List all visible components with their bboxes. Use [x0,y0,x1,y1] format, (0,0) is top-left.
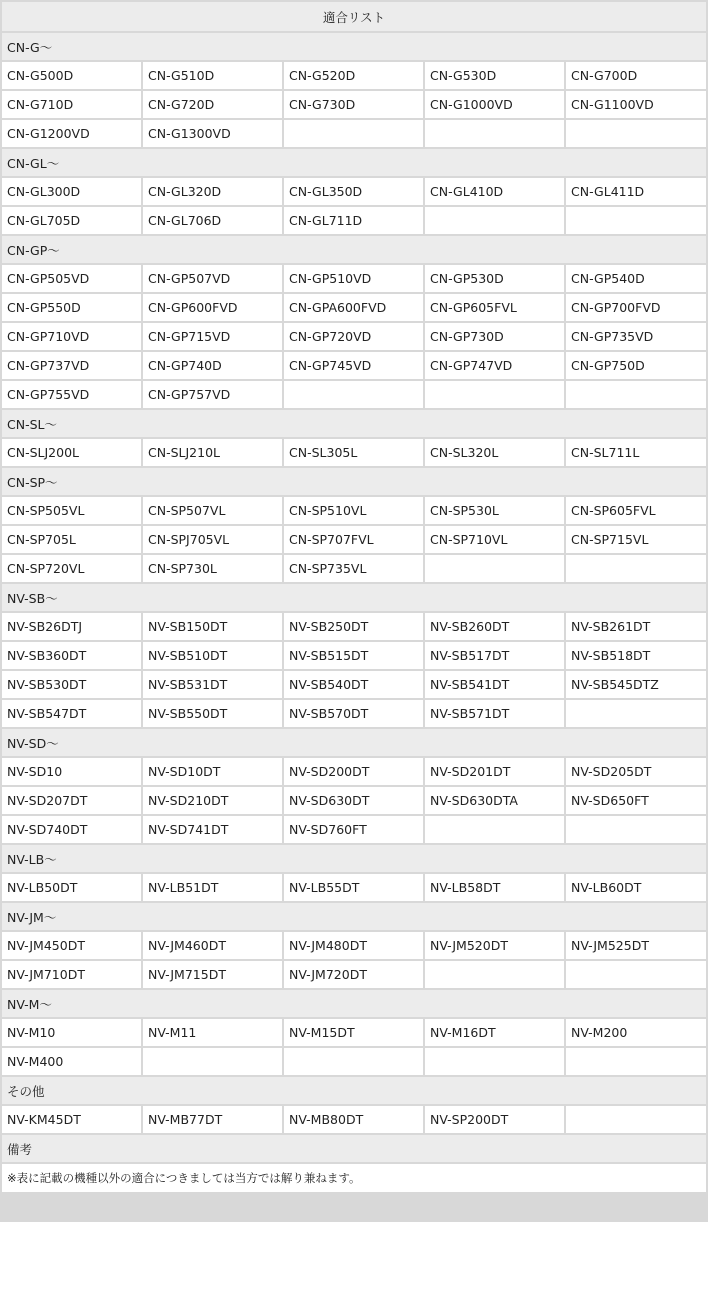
model-cell: NV-MB77DT [143,1106,282,1133]
model-cell: NV-JM460DT [143,932,282,959]
remarks-header: 備考 [2,1135,706,1162]
model-cell: CN-G1000VD [425,91,564,118]
model-cell: CN-G720D [143,91,282,118]
empty-cell [284,1048,423,1075]
group-header: NV-SB～ [2,584,706,611]
model-cell: CN-SL305L [284,439,423,466]
model-cell: CN-SP730L [143,555,282,582]
compatibility-table-body [2,2,706,1220]
model-cell: NV-SD10 [2,758,141,785]
model-cell: NV-SB550DT [143,700,282,727]
model-cell: NV-SD205DT [566,758,706,785]
model-cell: CN-G500D [2,62,141,89]
empty-cell [566,1106,706,1133]
model-row [2,294,706,321]
model-cell: NV-SB260DT [425,613,564,640]
model-row [2,816,706,843]
model-cell: CN-GP740D [143,352,282,379]
model-cell: NV-LB55DT [284,874,423,901]
group-header-row [2,149,706,176]
model-cell: CN-GP757VD [143,381,282,408]
model-cell: CN-SP505VL [2,497,141,524]
model-cell: CN-SP715VL [566,526,706,553]
group-header-row [2,903,706,930]
model-cell: CN-GP505VD [2,265,141,292]
model-row [2,207,706,234]
empty-cell [566,1048,706,1075]
model-cell: NV-SB545DTZ [566,671,706,698]
model-cell: CN-GL411D [566,178,706,205]
model-cell: NV-SB510DT [143,642,282,669]
model-cell: NV-SD630DTA [425,787,564,814]
group-header: NV-SD～ [2,729,706,756]
model-cell: NV-JM520DT [425,932,564,959]
model-cell: NV-LB50DT [2,874,141,901]
model-row [2,178,706,205]
remarks-text: ※表に記載の機種以外の適合につきましては当方では解り兼ねます。 [2,1164,706,1192]
model-cell: NV-KM45DT [2,1106,141,1133]
model-cell: CN-GP530D [425,265,564,292]
empty-cell [425,381,564,408]
table-title: 適合リスト [2,2,706,31]
model-cell: NV-M16DT [425,1019,564,1046]
empty-cell [566,961,706,988]
model-cell: CN-GL410D [425,178,564,205]
model-row [2,62,706,89]
model-cell: NV-LB51DT [143,874,282,901]
model-cell: CN-GP735VD [566,323,706,350]
model-cell: CN-SLJ210L [143,439,282,466]
model-cell: NV-M200 [566,1019,706,1046]
group-header-row [2,33,706,60]
model-cell: CN-GP550D [2,294,141,321]
footer-bar [2,1194,706,1220]
group-header: CN-GL～ [2,149,706,176]
model-row [2,961,706,988]
model-cell: CN-GP700FVD [566,294,706,321]
model-cell: CN-GP715VD [143,323,282,350]
group-header: CN-SL～ [2,410,706,437]
group-header-row [2,468,706,495]
model-cell: NV-SD207DT [2,787,141,814]
model-cell: NV-SB518DT [566,642,706,669]
model-cell: CN-GL350D [284,178,423,205]
model-cell: CN-G700D [566,62,706,89]
model-cell: CN-SPJ705VL [143,526,282,553]
model-cell: NV-SD630DT [284,787,423,814]
model-cell: NV-SD650FT [566,787,706,814]
group-header: NV-M～ [2,990,706,1017]
model-cell: NV-JM710DT [2,961,141,988]
model-cell: CN-SP510VL [284,497,423,524]
empty-cell [284,381,423,408]
model-cell: CN-G530D [425,62,564,89]
group-header: CN-G～ [2,33,706,60]
model-row [2,91,706,118]
group-header: CN-SP～ [2,468,706,495]
model-cell: NV-SD200DT [284,758,423,785]
model-cell: NV-MB80DT [284,1106,423,1133]
model-cell: CN-GP600FVD [143,294,282,321]
group-header: CN-GP～ [2,236,706,263]
model-cell: CN-SP735VL [284,555,423,582]
model-cell: CN-SLJ200L [2,439,141,466]
model-cell: NV-SD201DT [425,758,564,785]
model-cell: CN-G1300VD [143,120,282,147]
model-cell: CN-GL320D [143,178,282,205]
model-cell: CN-SP605FVL [566,497,706,524]
model-cell: CN-GP755VD [2,381,141,408]
remarks-header-row [2,1135,706,1162]
model-cell: NV-SP200DT [425,1106,564,1133]
model-row [2,932,706,959]
model-cell: NV-JM525DT [566,932,706,959]
model-row [2,874,706,901]
model-cell: CN-GL711D [284,207,423,234]
model-cell: CN-GP730D [425,323,564,350]
model-cell: CN-GP510VD [284,265,423,292]
model-cell: NV-LB60DT [566,874,706,901]
model-cell: CN-SL320L [425,439,564,466]
model-row [2,671,706,698]
model-cell: NV-JM715DT [143,961,282,988]
model-row [2,787,706,814]
empty-cell [425,961,564,988]
model-cell: NV-JM720DT [284,961,423,988]
model-cell: NV-SB570DT [284,700,423,727]
model-row [2,1106,706,1133]
model-cell: NV-SB531DT [143,671,282,698]
model-cell: NV-SB360DT [2,642,141,669]
empty-cell [143,1048,282,1075]
model-cell: CN-GP737VD [2,352,141,379]
model-cell: CN-SP530L [425,497,564,524]
model-row [2,555,706,582]
model-cell: CN-GP745VD [284,352,423,379]
model-cell: CN-GL705D [2,207,141,234]
model-cell: CN-GP747VD [425,352,564,379]
empty-cell [566,120,706,147]
model-cell: NV-SD740DT [2,816,141,843]
model-row [2,323,706,350]
model-cell: NV-SB26DTJ [2,613,141,640]
model-row [2,613,706,640]
empty-cell [566,700,706,727]
model-cell: NV-JM450DT [2,932,141,959]
group-header-row [2,410,706,437]
empty-cell [566,555,706,582]
group-header-row [2,729,706,756]
remarks-text-row [2,1164,706,1192]
empty-cell [284,120,423,147]
model-cell: NV-M400 [2,1048,141,1075]
model-cell: NV-SB547DT [2,700,141,727]
model-cell: NV-M15DT [284,1019,423,1046]
model-row [2,1048,706,1075]
model-cell: CN-SP710VL [425,526,564,553]
model-row [2,700,706,727]
model-row [2,497,706,524]
model-cell: CN-G520D [284,62,423,89]
model-row [2,352,706,379]
empty-cell [425,555,564,582]
group-header: NV-LB～ [2,845,706,872]
model-cell: NV-SB515DT [284,642,423,669]
model-cell: CN-SL711L [566,439,706,466]
model-cell: CN-SP707FVL [284,526,423,553]
title-row [2,2,706,31]
empty-cell [425,1048,564,1075]
model-cell: CN-SP507VL [143,497,282,524]
model-cell: NV-SB540DT [284,671,423,698]
group-header-row [2,236,706,263]
model-cell: CN-GP540D [566,265,706,292]
model-cell: CN-GL300D [2,178,141,205]
model-cell: NV-M11 [143,1019,282,1046]
model-cell: CN-GP507VD [143,265,282,292]
model-cell: CN-SP720VL [2,555,141,582]
model-cell: CN-G730D [284,91,423,118]
group-header-row [2,990,706,1017]
model-row [2,265,706,292]
model-cell: NV-JM480DT [284,932,423,959]
model-cell: NV-SB571DT [425,700,564,727]
group-header-row [2,1077,706,1104]
model-cell: NV-LB58DT [425,874,564,901]
group-header: NV-JM～ [2,903,706,930]
empty-cell [425,816,564,843]
group-header-row [2,584,706,611]
model-cell: NV-SB150DT [143,613,282,640]
empty-cell [566,381,706,408]
model-cell: CN-GP750D [566,352,706,379]
model-row [2,758,706,785]
model-row [2,526,706,553]
model-row [2,120,706,147]
model-cell: NV-SB261DT [566,613,706,640]
group-header-row [2,845,706,872]
model-row [2,1019,706,1046]
model-cell: CN-GL706D [143,207,282,234]
empty-cell [566,207,706,234]
model-cell: NV-SB517DT [425,642,564,669]
model-row [2,642,706,669]
footer-row [2,1194,706,1220]
model-row [2,439,706,466]
model-cell: NV-M10 [2,1019,141,1046]
model-cell: NV-SD741DT [143,816,282,843]
model-row [2,381,706,408]
model-cell: CN-GP720VD [284,323,423,350]
model-cell: CN-GP710VD [2,323,141,350]
model-cell: CN-G1200VD [2,120,141,147]
model-cell: CN-GP605FVL [425,294,564,321]
model-cell: CN-SP705L [2,526,141,553]
model-cell: NV-SB250DT [284,613,423,640]
model-cell: CN-G710D [2,91,141,118]
group-header: その他 [2,1077,706,1104]
model-cell: NV-SD210DT [143,787,282,814]
empty-cell [425,120,564,147]
model-cell: NV-SD760FT [284,816,423,843]
empty-cell [425,207,564,234]
model-cell: NV-SB530DT [2,671,141,698]
empty-cell [566,816,706,843]
model-cell: NV-SB541DT [425,671,564,698]
model-cell: CN-GPA600FVD [284,294,423,321]
model-cell: NV-SD10DT [143,758,282,785]
model-cell: CN-G1100VD [566,91,706,118]
model-cell: CN-G510D [143,62,282,89]
